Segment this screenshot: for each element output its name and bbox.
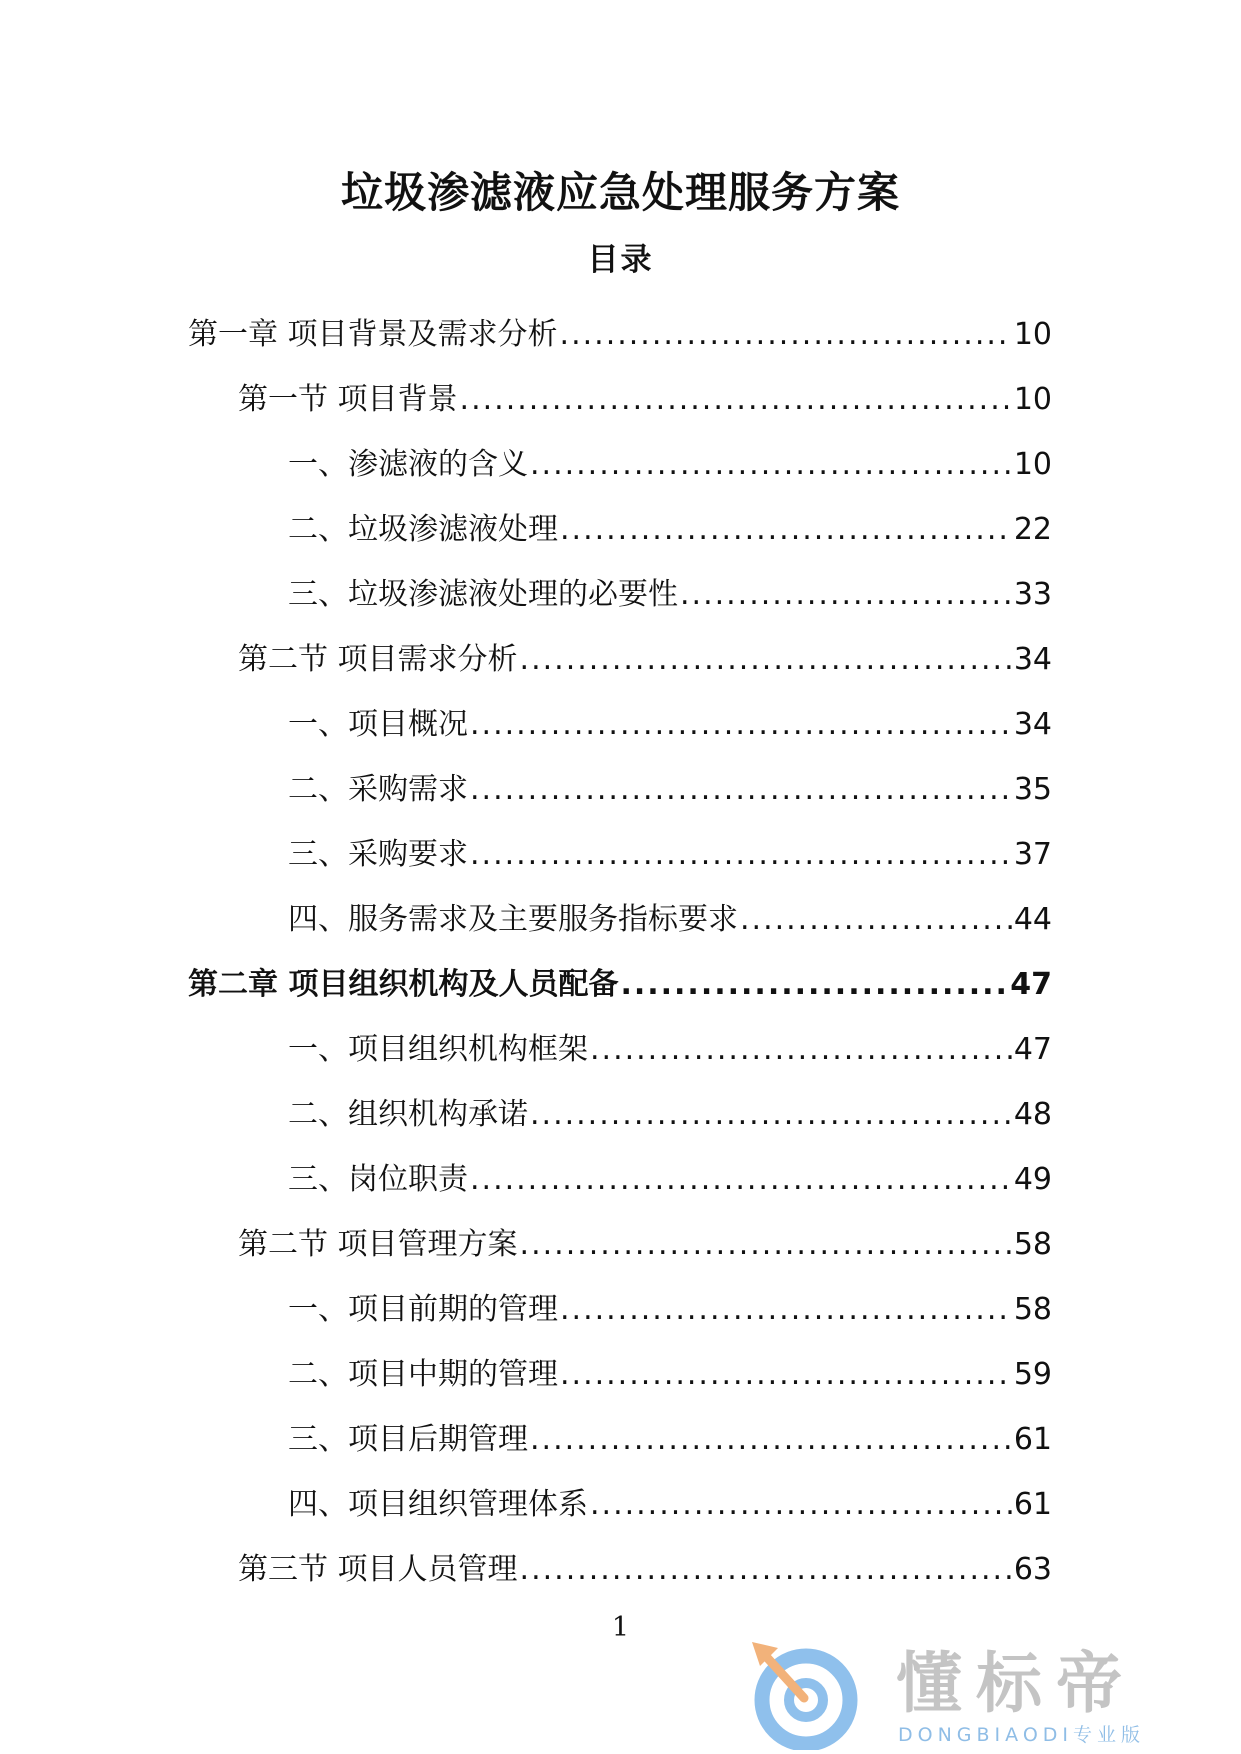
toc-entry-page: 33 [1013, 577, 1052, 612]
toc-entry[interactable] [188, 745, 1052, 810]
watermark-brand-subtitle: DONGBIAODI专业版 [898, 1724, 1146, 1746]
toc-entry-text: 二、垃圾渗滤液处理 [288, 512, 558, 547]
toc-entry-text: 四、服务需求及主要服务指标要求 [288, 902, 738, 937]
toc-entry-text: 一、项目组织机构框架 [288, 1032, 588, 1067]
toc-entry[interactable] [188, 940, 1052, 1005]
toc-dot-leader [590, 1485, 1012, 1525]
toc-entry-text: 一、项目概况 [288, 707, 468, 742]
toc-entry-text: 二、项目中期的管理 [288, 1357, 558, 1392]
toc-entry[interactable] [188, 1265, 1052, 1330]
toc-entry-text: 四、项目组织管理体系 [288, 1487, 588, 1522]
toc-entry-page: 63 [1013, 1552, 1052, 1587]
toc-entry[interactable] [188, 485, 1052, 550]
toc-entry-page: 10 [1013, 447, 1052, 482]
toc-entry-page: 61 [1013, 1422, 1052, 1457]
toc-entry-page: 34 [1013, 707, 1052, 742]
toc-entry-text: 三、采购要求 [288, 837, 468, 872]
toc-entry-page: 58 [1013, 1227, 1052, 1262]
toc-entry-page: 58 [1013, 1292, 1052, 1327]
toc-dot-leader [520, 1225, 1012, 1265]
watermark [748, 1640, 1228, 1750]
toc-heading: 目录 [587, 242, 654, 278]
toc-entry-page: 35 [1013, 772, 1052, 807]
toc-entry-page: 44 [1013, 902, 1052, 937]
page-number: 1 [611, 1612, 630, 1643]
toc-entry[interactable] [188, 810, 1052, 875]
toc-entry[interactable] [188, 1395, 1052, 1460]
toc-entry[interactable] [188, 1070, 1052, 1135]
toc-entry-page: 59 [1013, 1357, 1052, 1392]
toc-dot-leader [590, 1030, 1012, 1070]
toc-entry-page: 10 [1013, 382, 1052, 417]
toc-dot-leader [470, 770, 1012, 810]
toc-entry-page: 61 [1013, 1487, 1052, 1522]
toc-entry[interactable] [188, 1135, 1052, 1200]
toc-entry-text: 三、垃圾渗滤液处理的必要性 [288, 577, 678, 612]
toc-dot-leader [530, 445, 1012, 485]
toc-entry[interactable] [188, 680, 1052, 745]
toc-entry-page: 48 [1013, 1097, 1052, 1132]
toc-entry-page: 47 [1010, 967, 1052, 1002]
toc-dot-leader [530, 1095, 1012, 1135]
toc-dot-leader [460, 380, 1012, 420]
toc-dot-leader [620, 965, 1008, 1005]
toc-entry[interactable] [188, 355, 1052, 420]
toc-entry[interactable] [188, 615, 1052, 680]
toc-entry-page: 49 [1013, 1162, 1052, 1197]
toc-entry[interactable] [188, 290, 1052, 355]
toc-entry-text: 第三节 项目人员管理 [238, 1552, 518, 1587]
toc-dot-leader [560, 1290, 1012, 1330]
table-of-contents [188, 290, 1052, 1590]
toc-entry-text: 二、采购需求 [288, 772, 468, 807]
toc-entry-text: 三、岗位职责 [288, 1162, 468, 1197]
watermark-brand-name: 懂标帝 [896, 1645, 1136, 1722]
toc-entry[interactable] [188, 1005, 1052, 1070]
toc-entry-text: 二、组织机构承诺 [288, 1097, 528, 1132]
toc-entry-text: 一、渗滤液的含义 [288, 447, 528, 482]
toc-entry[interactable] [188, 420, 1052, 485]
toc-dot-leader [740, 900, 1012, 940]
toc-entry-text: 第一章 项目背景及需求分析 [188, 317, 558, 352]
toc-entry[interactable] [188, 550, 1052, 615]
toc-dot-leader [560, 1355, 1012, 1395]
toc-dot-leader [530, 1420, 1012, 1460]
toc-entry-text: 一、项目前期的管理 [288, 1292, 558, 1327]
target-arrow-icon [748, 1640, 866, 1750]
toc-entry-text: 第二节 项目需求分析 [238, 642, 518, 677]
toc-entry-page: 47 [1013, 1032, 1052, 1067]
toc-entry-page: 22 [1013, 512, 1052, 547]
toc-entry[interactable] [188, 875, 1052, 940]
toc-entry-text: 三、项目后期管理 [288, 1422, 528, 1457]
toc-entry-text: 第二章 项目组织机构及人员配备 [188, 967, 619, 1002]
toc-entry[interactable] [188, 1460, 1052, 1525]
toc-dot-leader [470, 835, 1012, 875]
toc-entry-text: 第二节 项目管理方案 [238, 1227, 518, 1262]
toc-dot-leader [560, 315, 1012, 355]
document-title: 垃圾渗滤液应急处理服务方案 [340, 168, 900, 217]
toc-entry[interactable] [188, 1525, 1052, 1590]
toc-dot-leader [520, 1550, 1012, 1590]
toc-entry-page: 10 [1013, 317, 1052, 352]
toc-dot-leader [470, 705, 1012, 745]
toc-entry[interactable] [188, 1330, 1052, 1395]
toc-dot-leader [470, 1160, 1012, 1200]
toc-entry-page: 37 [1013, 837, 1052, 872]
toc-dot-leader [680, 575, 1012, 615]
toc-entry-page: 34 [1013, 642, 1052, 677]
toc-entry-text: 第一节 项目背景 [238, 382, 458, 417]
toc-dot-leader [520, 640, 1012, 680]
toc-dot-leader [560, 510, 1012, 550]
toc-entry[interactable] [188, 1200, 1052, 1265]
